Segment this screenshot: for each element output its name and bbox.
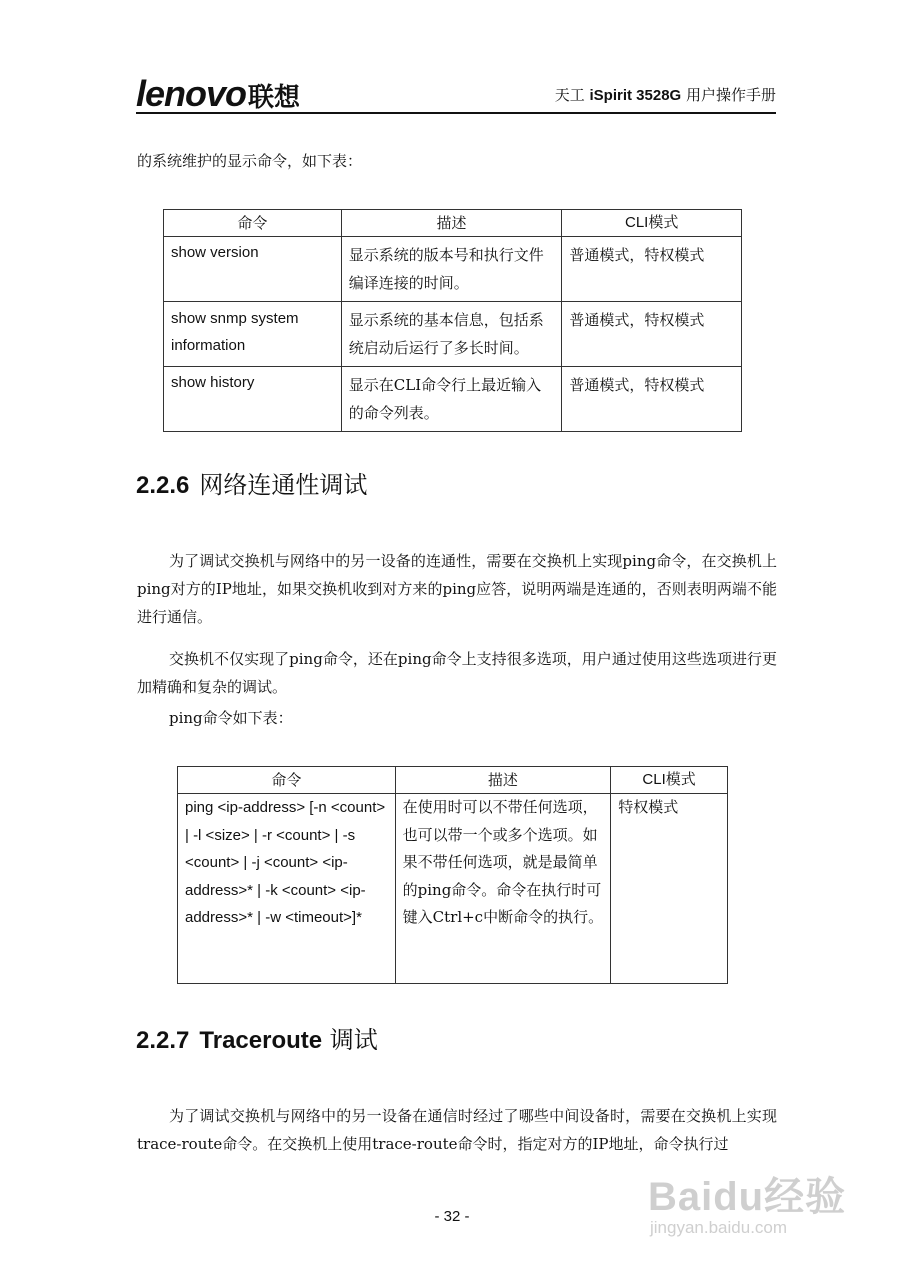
cell-description: 在使用时可以不带任何选项，也可以带一个或多个选项。如果不带任何选项，就是最简单的ping命令。命令在执行时可键入Ctrl+c中断命令的执行。 <box>395 794 611 984</box>
system-commands-table <box>163 209 742 432</box>
cell-mode: 特权模式 <box>611 794 728 984</box>
manual-model: iSpirit 3528G <box>589 87 682 104</box>
table-row <box>164 237 742 302</box>
cell-mode: 普通模式，特权模式 <box>562 367 742 432</box>
section-heading-2-2-6 <box>136 469 367 502</box>
header-description: 描述 <box>341 210 562 237</box>
header-description: 描述 <box>395 767 611 794</box>
baidu-watermark <box>648 1165 868 1245</box>
header-cli-mode <box>611 767 728 794</box>
header-command: 命令 <box>164 210 342 237</box>
section-title: 网络连通性调试 <box>199 471 368 499</box>
section-title-en: Traceroute <box>199 1027 323 1054</box>
cell-description: 显示在CLI命令行上最近输入的命令列表。 <box>341 367 562 432</box>
intro-line: 的系统维护的显示命令，如下表： <box>137 152 363 170</box>
paragraph: 为了调试交换机与网络中的另一设备在通信时经过了哪些中间设备时，需要在交换机上实现trace-route命令。在交换机上使用trace-route命令时，指定对方的IP地址，命令执行过 <box>137 1107 777 1153</box>
paragraph: 为了调试交换机与网络中的另一设备的连通性，需要在交换机上实现ping命令，在交换机上ping对方的IP地址，如果交换机收到对方来的ping应答，说明两端是连通的，否则表明两端不能进行通信。 <box>137 552 777 626</box>
cell-mode: 普通模式，特权模式 <box>562 237 742 302</box>
section-number: 2.2.7 <box>136 1027 190 1054</box>
section-heading-2-2-7 <box>136 1024 378 1057</box>
paragraph: 交换机不仅实现了ping命令，还在ping命令上支持很多选项，用户通过使用这些选项进行更加精确和复杂的调试。 <box>137 650 777 696</box>
manual-suffix: 用户操作手册 <box>681 86 776 104</box>
cell-mode: 普通模式，特权模式 <box>562 302 742 367</box>
ping-command-table <box>177 766 728 984</box>
table-header-row <box>164 210 742 237</box>
cell-command: show snmp system information <box>164 302 342 367</box>
table-row <box>164 302 742 367</box>
paragraph: ping命令如下表： <box>169 709 293 727</box>
manual-prefix: 天工 <box>554 86 590 104</box>
page-header <box>136 72 776 114</box>
cell-command: show version <box>164 237 342 302</box>
watermark-url: jingyan.baidu.com <box>650 1218 788 1237</box>
logo-cn: 联想 <box>248 82 301 112</box>
watermark-logo: Baidu经验 <box>648 1175 847 1219</box>
page-number: - 32 - <box>434 1208 470 1225</box>
header-cli-mode-text: CLI模式 <box>642 771 696 788</box>
table-row <box>178 794 728 984</box>
logo-text: lenovo <box>136 73 247 114</box>
cell-description: 显示系统的基本信息，包括系统启动后运行了多长时间。 <box>341 302 562 367</box>
cell-description: 显示系统的版本号和执行文件编译连接的时间。 <box>341 237 562 302</box>
header-command: 命令 <box>178 767 396 794</box>
section-number: 2.2.6 <box>136 472 190 499</box>
lenovo-logo <box>136 74 300 117</box>
cell-command: show history <box>164 367 342 432</box>
header-cli-mode-text: CLI模式 <box>624 214 679 231</box>
table-header-row <box>178 767 728 794</box>
header-cli-mode <box>562 210 742 237</box>
section-title-cn: 调试 <box>322 1026 378 1054</box>
table-row <box>164 367 742 432</box>
cell-command: ping <ip-address> [-n <count> | -l <size> | -r <count> | -s <count> | -j <count> <ip-address>* | -k <count> <ip-address>* | -w <timeout>]* <box>178 794 396 984</box>
manual-title <box>555 84 776 105</box>
